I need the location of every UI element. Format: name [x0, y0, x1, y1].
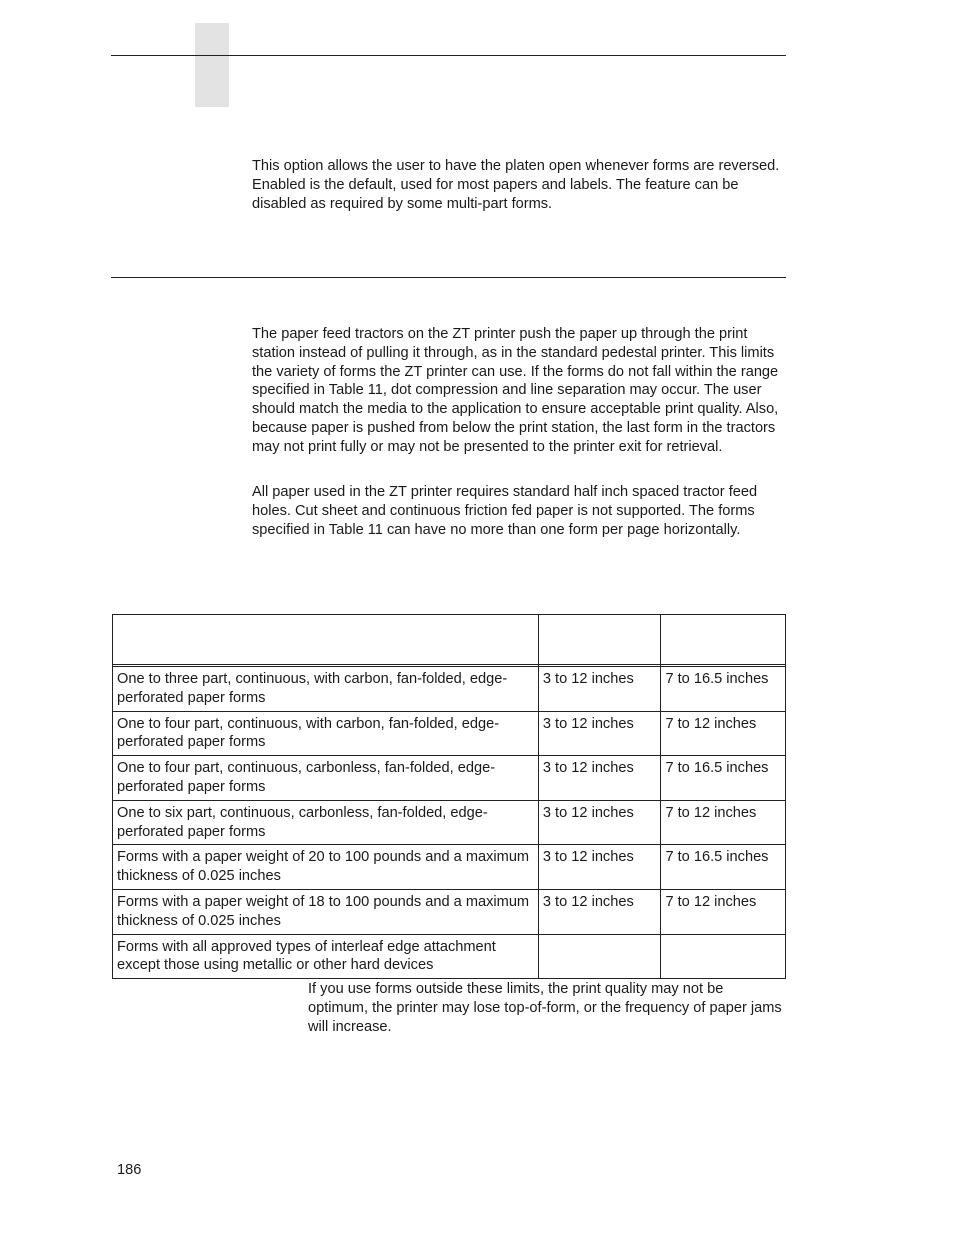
form-width: 3 to 12 inches [538, 889, 661, 934]
form-description: Forms with a paper weight of 18 to 100 pounds and a maximum thickness of 0.025 inches [113, 889, 539, 934]
form-width: 3 to 12 inches [538, 845, 661, 890]
table-row [113, 711, 786, 756]
table-row [113, 889, 786, 934]
table-row [113, 845, 786, 890]
table-row [113, 756, 786, 801]
forms-limits-note: If you use forms outside these limits, the print quality may not be optimum, the printer may lose top-of-form, or the frequency of paper jams will increase. [308, 981, 782, 1035]
form-width: 3 to 12 inches [538, 800, 661, 845]
header-cell-forms [113, 615, 539, 665]
form-width: 3 to 12 inches [538, 667, 661, 712]
table-row [113, 800, 786, 845]
page-number: 186 [117, 1162, 142, 1178]
platen-paragraph: This option allows the user to have the platen open whenever forms are reversed. Enabled is the default, used for most papers and labels. The feature can be disabled as required by some multi-part forms. [252, 158, 780, 212]
form-length [661, 934, 786, 979]
form-width [538, 934, 661, 979]
form-length: 7 to 16.5 inches [661, 845, 786, 890]
form-description: Forms with a paper weight of 20 to 100 pounds and a maximum thickness of 0.025 inches [113, 845, 539, 890]
form-description: One to four part, continuous, carbonless, fan-folded, edge-perforated paper forms [113, 756, 539, 801]
form-description: One to six part, continuous, carbonless, fan-folded, edge-perforated paper forms [113, 800, 539, 845]
form-width: 3 to 12 inches [538, 711, 661, 756]
form-length: 7 to 12 inches [661, 711, 786, 756]
form-description: One to four part, continuous, with carbon, fan-folded, edge-perforated paper forms [113, 711, 539, 756]
paper-paragraph: All paper used in the ZT printer requires standard half inch spaced tractor feed holes. Cut sheet and continuous friction fed paper is not supported. The forms specified in Table 11 can have no more than one form per page horizontally. [252, 484, 758, 538]
chapter-tab-marker [195, 23, 229, 107]
forms-table [112, 614, 786, 979]
form-length: 7 to 16.5 inches [661, 756, 786, 801]
table-row [113, 934, 786, 979]
table-row [113, 667, 786, 712]
form-width: 3 to 12 inches [538, 756, 661, 801]
header-cell-length [661, 615, 786, 665]
tractor-paragraph: The paper feed tractors on the ZT printer push the paper up through the print station instead of pulling it through, as in the standard pedestal printer. This limits the variety of forms the ZT printer can use. If the forms do not fall within the range specified in Table 11, dot compression and line separation may occur. The user should match the media to the application to ensure acceptable print quality. Also, because paper is pushed from below the print station, the last form in the tractors may not print fully or may not be presented to the printer exit for retrieval. [252, 326, 779, 455]
form-length: 7 to 16.5 inches [661, 667, 786, 712]
header-rule [111, 55, 786, 56]
header-cell-width [538, 615, 661, 665]
form-length: 7 to 12 inches [661, 800, 786, 845]
table-header-row [113, 615, 786, 665]
form-description: One to three part, continuous, with carbon, fan-folded, edge-perforated paper forms [113, 667, 539, 712]
form-description: Forms with all approved types of interleaf edge attachment except those using metallic or other hard devices [113, 934, 539, 979]
section-divider [111, 277, 786, 278]
form-length: 7 to 12 inches [661, 889, 786, 934]
